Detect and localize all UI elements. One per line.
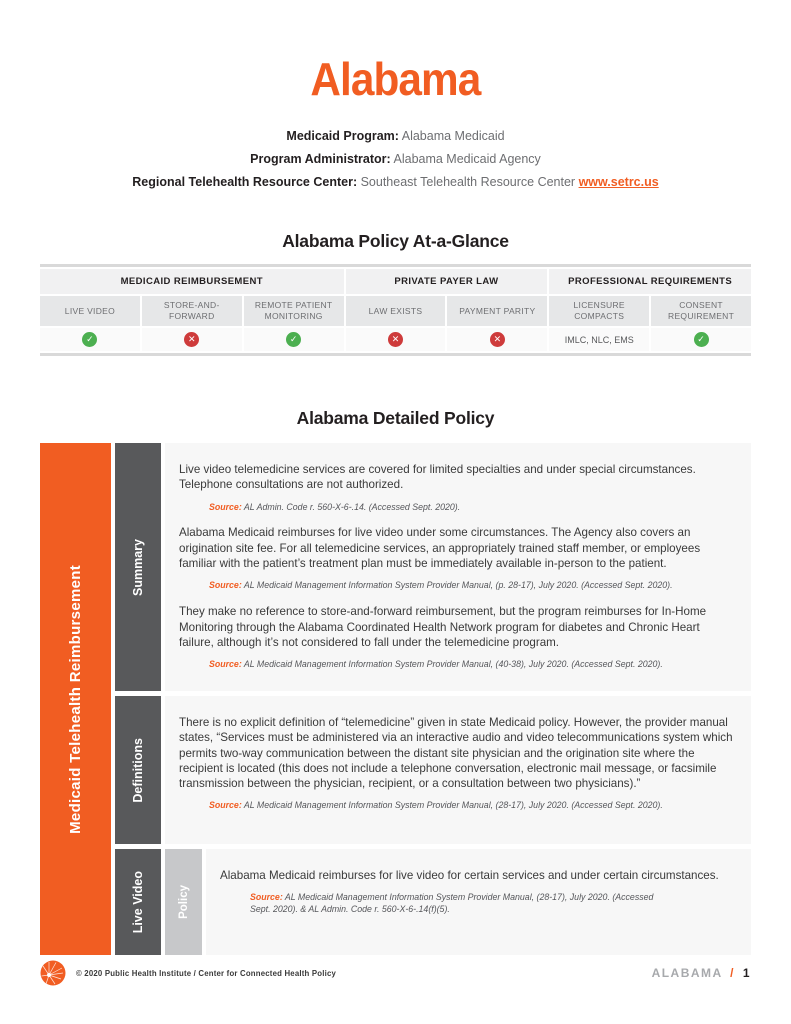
- value-live-video: [40, 328, 140, 351]
- footer: [40, 960, 751, 986]
- row-label-summary: Summary: [115, 443, 161, 691]
- group-header-private-payer-law: PRIVATE PAYER LAW: [346, 269, 548, 294]
- group-header-professional-requirements: PROFESSIONAL REQUIREMENTS: [549, 269, 751, 294]
- live-video-policy-content: [206, 849, 751, 955]
- detailed-policy-table: [40, 443, 751, 955]
- category-bar-medicaid-telehealth-reimbursement: [40, 443, 111, 955]
- setrc-link[interactable]: www.setrc.us: [578, 175, 659, 189]
- page-number: 1: [742, 966, 751, 980]
- detail-row-summary: [115, 443, 751, 691]
- column-header-store-and-forward: STORE-AND-FORWARD: [142, 296, 242, 326]
- row-label-live-video: Live Video: [115, 849, 161, 955]
- footer-state-label: ALABAMA: [651, 966, 723, 980]
- column-header-payment-parity: PAYMENT PARITY: [447, 296, 547, 326]
- info-line-program-administrator: [40, 152, 751, 166]
- info-value: Alabama Medicaid: [401, 129, 505, 143]
- source-citation: Source: AL Admin. Code r. 560-X-6-.14. (Accessed Sept. 2020).: [209, 501, 461, 512]
- detail-row-live-video: [115, 849, 751, 955]
- column-header-law-exists: LAW EXISTS: [346, 296, 446, 326]
- row-label-definitions: Definitions: [115, 696, 161, 844]
- definitions-content: [165, 696, 751, 844]
- page-reference: [652, 966, 751, 980]
- policy-text: They make no reference to store-and-forward reimbursement, but the program reimburses for In-Home Monitoring through the Alabama Coordinated Health Network program for diabetes and Chronic Heart failure, although it’s not considered to fall under the telemedicine program.: [179, 605, 707, 649]
- check-icon: ✓: [82, 332, 97, 347]
- glance-heading: Alabama Policy At-a-Glance: [282, 231, 509, 251]
- info-value: Southeast Telehealth Resource Center: [360, 175, 576, 189]
- info-label: Program Administrator:: [250, 152, 391, 166]
- cchp-sunburst-logo-icon: [40, 960, 66, 986]
- group-header-medicaid-reimbursement: MEDICAID REIMBURSEMENT: [40, 269, 344, 294]
- column-header-licensure-compacts: LICENSURE COMPACTS: [549, 296, 649, 326]
- check-icon: ✓: [286, 332, 301, 347]
- row-sublabel-policy: Policy: [165, 849, 202, 955]
- source-citation: Source: AL Medicaid Management Information System Provider Manual, (p. 28-17), July 2020. (Accessed Sept. 2020).: [209, 580, 673, 591]
- header: [40, 0, 751, 189]
- x-icon: ✕: [388, 332, 403, 347]
- policy-text: Alabama Medicaid reimburses for live video under some circumstances. The Agency also covers an origination site fee. For all telemedicine services, an appropriately trained staff member, or employees familiar with the patient’s treatment plan must be immediately available in-person to the patient.: [179, 526, 701, 571]
- column-header-consent-requirement: CONSENT REQUIREMENT: [651, 296, 751, 326]
- x-icon: ✕: [490, 332, 505, 347]
- detailed-heading: Alabama Detailed Policy: [296, 408, 495, 428]
- summary-content: [165, 443, 751, 691]
- glance-table: [40, 264, 751, 356]
- value-payment-parity: [447, 328, 547, 351]
- value-licensure-compacts: IMLC, NLC, EMS: [549, 328, 649, 351]
- column-header-live-video: LIVE VIDEO: [40, 296, 140, 326]
- detail-row-definitions: [115, 696, 751, 844]
- page-title: Alabama: [310, 53, 481, 105]
- source-citation: Source: AL Medicaid Management Information System Provider Manual, (28-17), July 2020. (Accessed Sept. 2020). & AL Admin. Code r. 560-X-6-.14(f)(5).: [250, 892, 654, 915]
- policy-text: Alabama Medicaid reimburses for live video for certain services and under certain circumstances.: [220, 869, 719, 882]
- info-line-medicaid-program: [40, 129, 751, 143]
- value-store-and-forward: [142, 328, 242, 351]
- column-header-remote-patient-monitoring: REMOTE PATIENT MONITORING: [244, 296, 344, 326]
- footer-separator: /: [730, 966, 735, 980]
- policy-text: There is no explicit definition of “telemedicine” given in state Medicaid policy. However, the provider manual states, “Services must be administered via an interactive audio and video telecommunications system which permits two-way communication between the distant site physician and the origination site where the recipient is located (this does not include a telephone conversation, electronic mail message, or facsimile transmission between the physician, recipient, or a consultation between two physicians).”: [179, 716, 733, 791]
- value-law-exists: [346, 328, 446, 351]
- value-consent-requirement: [651, 328, 751, 351]
- policy-text: Live video telemedicine services are covered for limited specialties and under special circumstances. Telephone consultations are not authorized.: [179, 463, 696, 492]
- info-label: Regional Telehealth Resource Center:: [132, 175, 358, 189]
- x-icon: ✕: [184, 332, 199, 347]
- value-remote-patient-monitoring: [244, 328, 344, 351]
- copyright-text: © 2020 Public Health Institute / Center for Connected Health Policy: [76, 968, 337, 978]
- category-label: Medicaid Telehealth Reimbursement: [67, 564, 84, 834]
- info-line-telehealth-resource-center: [40, 175, 751, 189]
- info-value: Alabama Medicaid Agency: [393, 152, 541, 166]
- check-icon: ✓: [694, 332, 709, 347]
- info-label: Medicaid Program:: [286, 129, 399, 143]
- source-citation: Source: AL Medicaid Management Information System Provider Manual, (28-17), July 2020. (Accessed Sept. 2020).: [209, 800, 663, 811]
- source-citation: Source: AL Medicaid Management Information System Provider Manual, (40-38), July 2020. (Accessed Sept. 2020).: [209, 659, 663, 670]
